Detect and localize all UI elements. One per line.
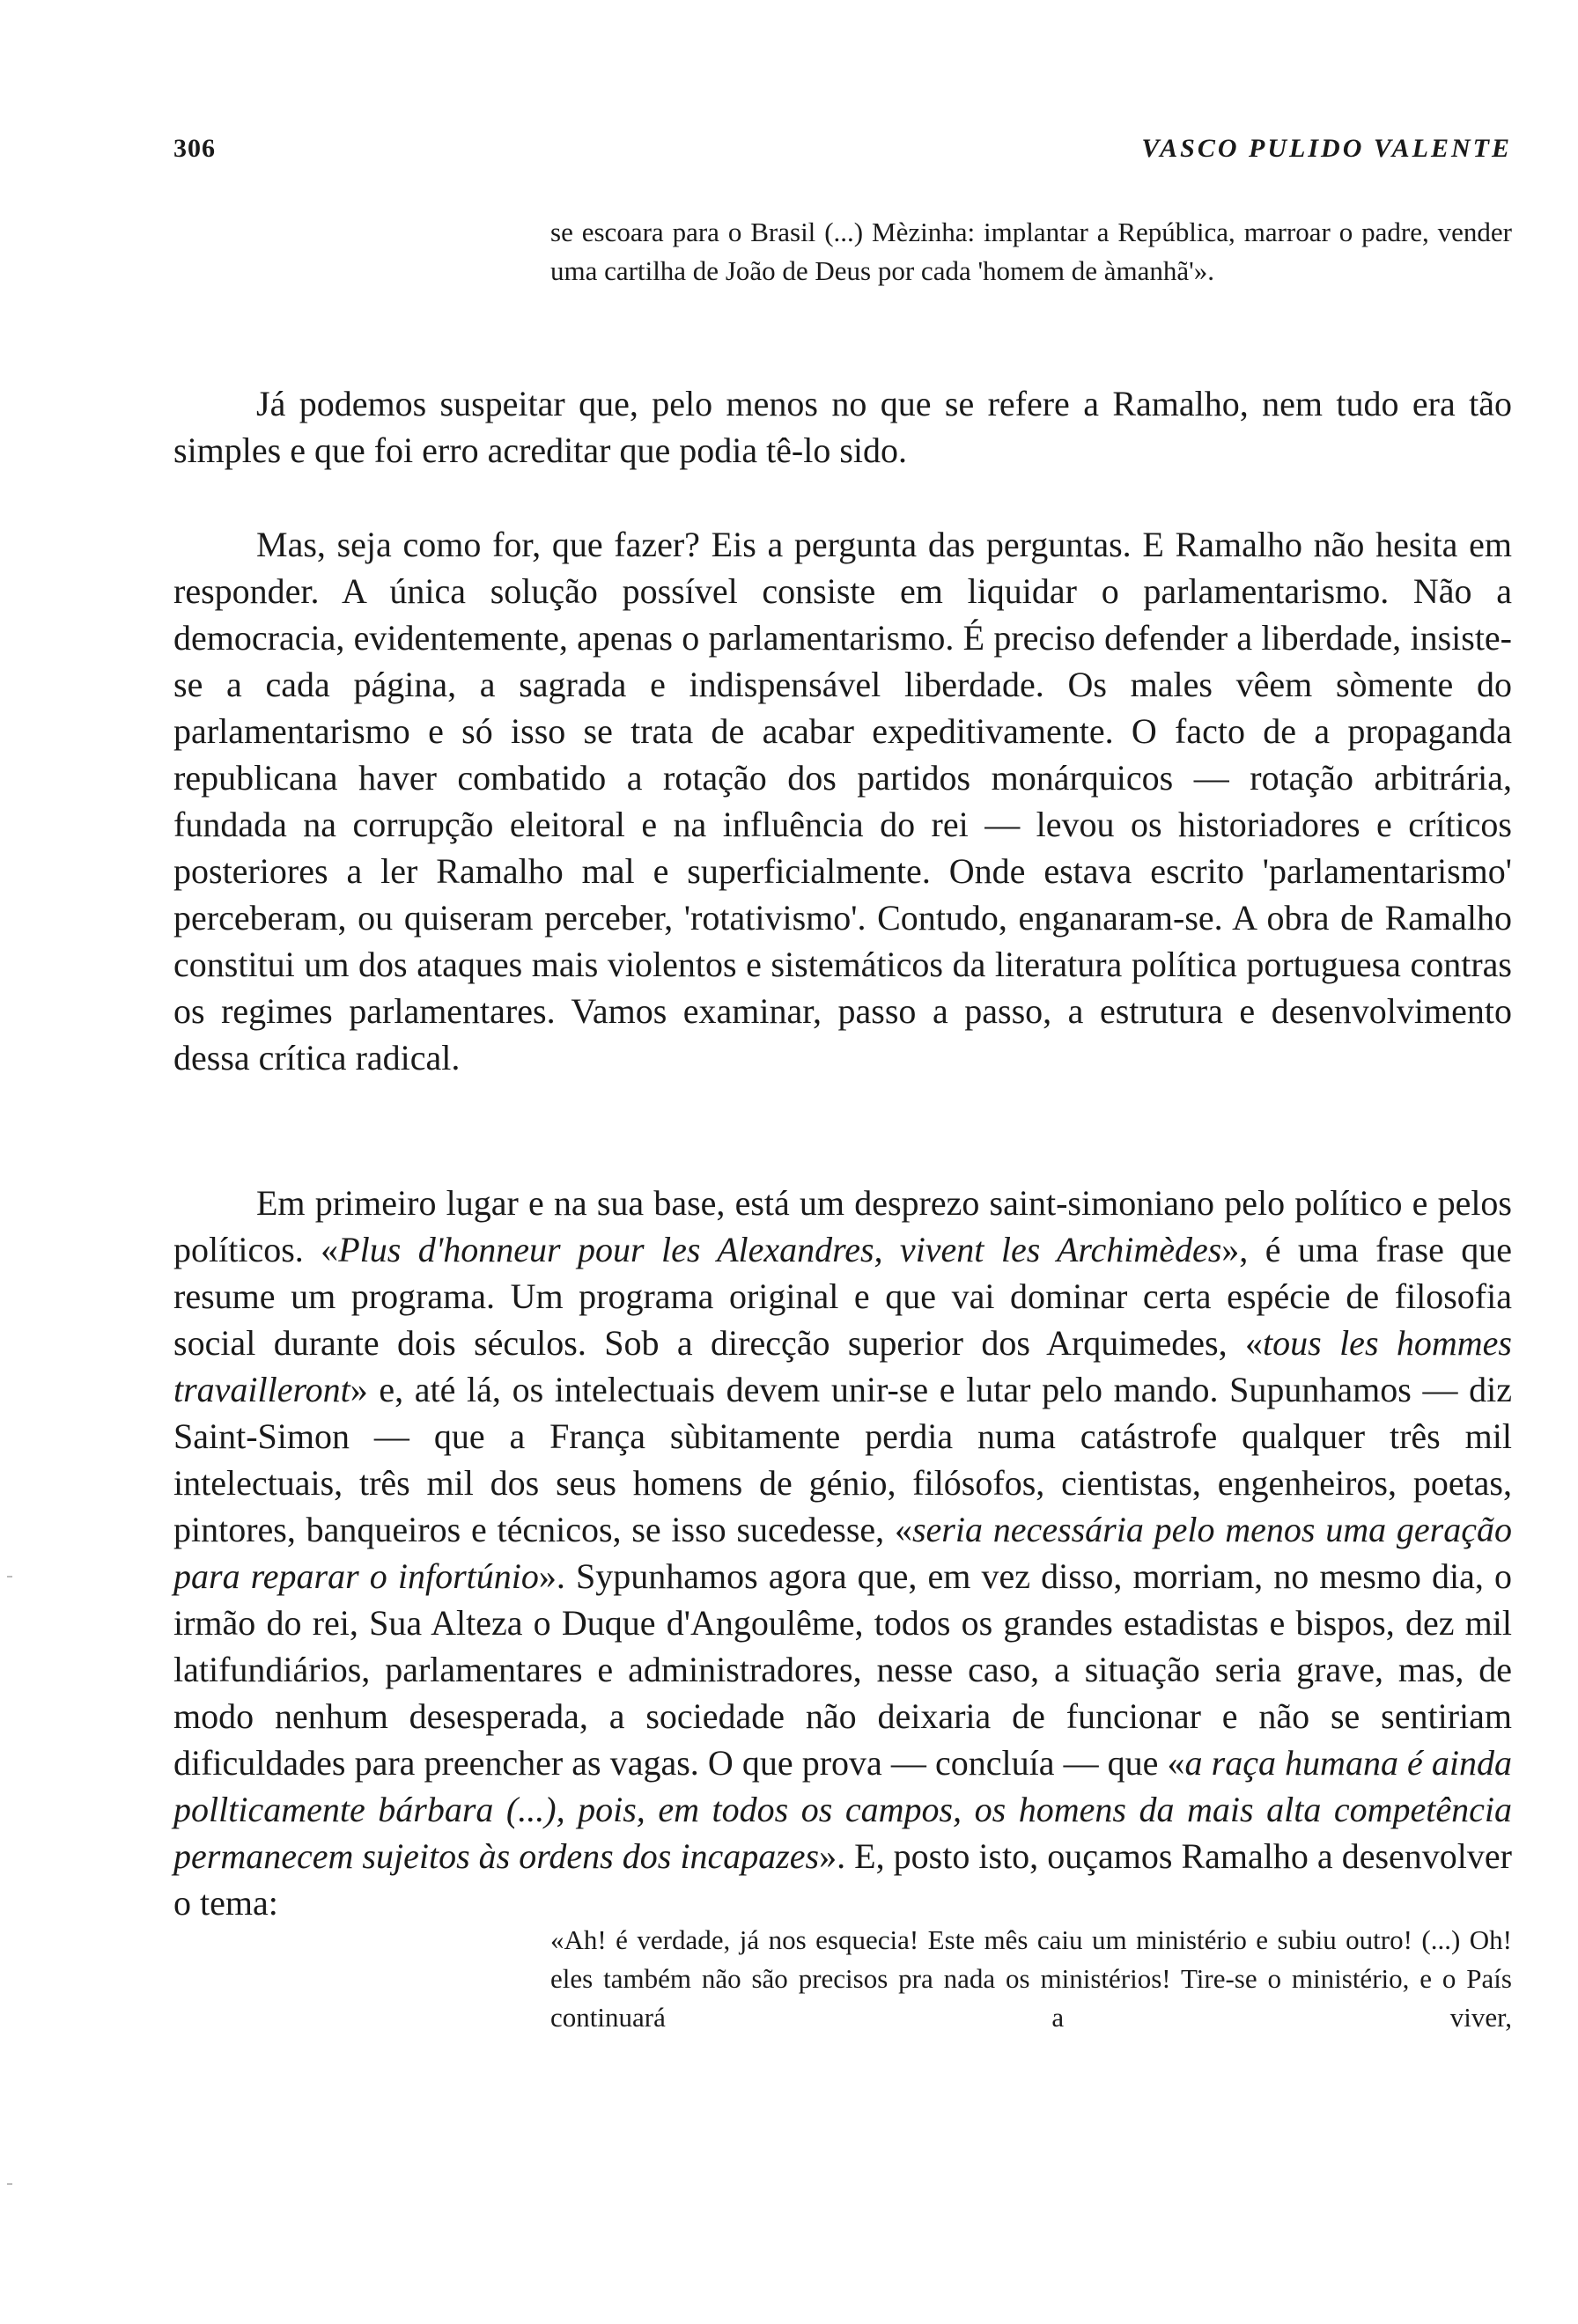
paragraph-3-text [173,1180,1512,1926]
paragraph-3 [173,1180,1512,1926]
running-head-author: VASCO PULIDO VALENTE [1141,134,1512,163]
paragraph-1 [173,380,1512,474]
gutter-mark [7,2183,12,2185]
paragraph-3-italic-quote: Plus d'honneur pour les Alexandres, vivent les Archimèdes [338,1230,1222,1269]
paragraph-3-text-segment: Em primeiro lugar e na sua base, está um desprezo saint-simoniano pelo político e pelos políticos. « [173,1183,1512,1269]
block-quote-top [550,213,1512,290]
paragraph-2-text: Mas, seja como for, que fazer? Eis a pergunta das perguntas. E Ramalho não hesita em responder. A única solução possível consiste em liquidar o parlamentarismo. Não a democracia, evidentemente, apenas o parlamentarismo. É preciso defender a liberdade, insiste-se a cada página, a sagrada e indispensável liberdade. Os males vêem sòmente do parlamentarismo e só isso se trata de acabar expeditivamente. O facto de a propaganda republicana haver combatido a rotação dos partidos monárquicos — rotação arbitrária, fundada na corrupção eleitoral e na influência do rei — levou os historiadores e críticos posteriores a ler Ramalho mal e superficialmente. Onde estava escrito 'parlamentarismo' perceberam, ou quiseram perceber, 'rotativismo'. Contudo, enganaram-se. A obra de Ramalho constitui um dos ataques mais violentos e sistemáticos da literatura política portuguesa contras os regimes parlamentares. Vamos examinar, passo a passo, a estrutura e desenvolvimento dessa crítica radical. [173,525,1512,1077]
paragraph-3-italic-quote: seria necessária pelo menos uma geração para reparar o infortúnio [173,1510,1513,1596]
paragraph-3-italic-quote: tous les hommes travailleront [173,1323,1512,1409]
paragraph-3-text-segment: ». E, posto isto, ouçamos Ramalho a desenvolver o tema: [173,1836,1512,1923]
paragraph-3-text-segment: », é uma frase que resume um programa. Um programa original e que vai dominar certa espécie de filosofia social durante dois séculos. Sob a direcção superior dos Arquimedes, « [173,1230,1513,1363]
paragraph-1-text: Já podemos suspeitar que, pelo menos no que se refere a Ramalho, nem tudo era tão simples e que foi erro acreditar que podia tê-lo sido. [173,384,1512,470]
paragraph-3-text-segment: ». Sypunhamos agora que, em vez disso, morriam, no mesmo dia, o irmão do rei, Sua Alteza o Duque d'Angoulême, todos os grandes estadistas e bispos, dez mil latifundiários, parlamentares e administradores, nesse caso, a situação seria grave, mas, de modo nenhum desesperada, a sociedade não deixaria de funcionar e não se sentiriam dificuldades para preencher as vagas. O que prova — concluía — que « [173,1556,1512,1783]
block-quote-bottom [550,1921,1512,2037]
block-quote-bottom-text: «Ah! é verdade, já nos esquecia! Este mês caiu um ministério e subiu outro! (...) Oh! eles também não são precisos pra nada os ministérios! Tire-se o ministério, e o País continuará a viver, [550,1924,1512,2033]
paragraph-3-text-segment: » e, até lá, os intelectuais devem unir-se e lutar pelo mando. Supunhamos — diz Saint-Simon — que a França sùbitamente perdia numa catástrofe qualquer três mil intelectuais, três mil dos seus homens de génio, filósofos, cientistas, engenheiros, poetas, pintores, banqueiros e técnicos, se isso sucedesse, « [173,1370,1512,1549]
block-quote-top-text: se escoara para o Brasil (...) Mèzinha: implantar a República, marroar o padre, vender uma cartilha de João de Deus por cada 'homem de àmanhã'». [550,217,1512,286]
paragraph-2 [173,521,1512,1081]
gutter-mark [7,1576,12,1578]
running-head [173,134,1512,169]
paragraph-3-italic-quote: a raça humana é ainda pollticamente bárbara (...), pois, em todos os campos, os homens da mais alta competência permanecem sujeitos às ordens dos incapazes [173,1743,1513,1876]
page-number: 306 [173,134,216,163]
